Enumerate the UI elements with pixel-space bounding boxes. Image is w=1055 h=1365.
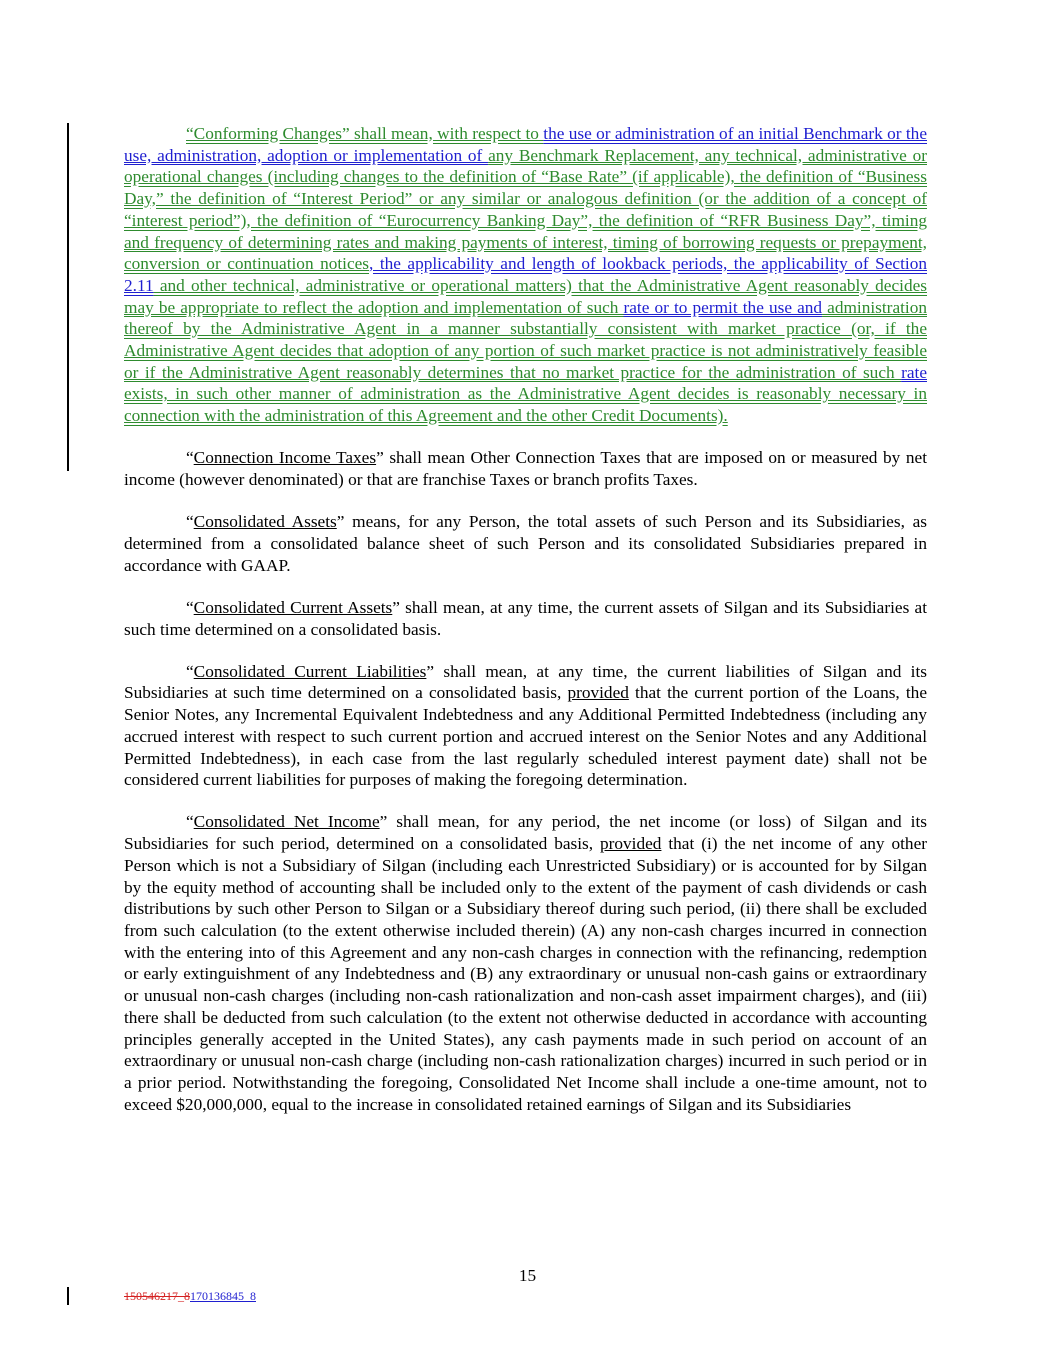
p1-s6: rate or to permit the use and	[623, 297, 823, 317]
p5-provided: provided	[567, 683, 629, 703]
change-bar-footer	[67, 1287, 69, 1305]
p1-s8: rate	[901, 362, 927, 382]
p3-term: Consolidated Assets	[193, 512, 337, 532]
definition-consolidated-current-assets	[124, 597, 927, 640]
p3-open-quote: “	[186, 512, 194, 532]
p2-term: Connection Income Taxes	[193, 448, 377, 468]
p5-mid: ” shall mean, at any time, the current liabilities of Silgan and its Subsidiaries at such time determined on a consolidated basis,	[124, 661, 927, 703]
definition-consolidated-net-income	[124, 811, 927, 1115]
definition-consolidated-current-liabilities	[124, 661, 927, 791]
change-bar-top	[67, 123, 69, 471]
p2-rest: ” shall mean Other Connection Taxes that are imposed on or measured by net income (however denominated) or that are franchise Taxes or branch profits Taxes.	[124, 448, 928, 490]
p5-term: Consolidated Current Liabilities	[193, 661, 427, 681]
p6-mid: ” shall mean, for any period, the net income (or loss) of Silgan and its Subsidiaries for such period, determined on a consolidated basis,	[124, 812, 927, 854]
p6-provided: provided	[600, 834, 662, 854]
docid-deleted: 150546217_8	[124, 1289, 190, 1303]
p5-open-quote: “	[186, 661, 194, 681]
p1-s3: any Benchmark Replacement, any technical, administrative or operational changes (including changes to the definition of “Base Rate” (if applicable), the definition of “Business Day,” the definition of “Interest Period” or any similar or analogous definition (or the addition of a concept of “interest period”), the definition of “Eurocurrency Banking Day”, the definition of “RFR Business Day”, timing and frequency of determining rates and making payments of interest, timing of borrowing requests or prepayment, conversion or continuation notices	[124, 145, 927, 274]
p4-term: Consolidated Current Assets	[193, 597, 393, 617]
docid-inserted: 170136845_8	[190, 1289, 256, 1303]
definition-conforming-changes	[124, 123, 927, 427]
p3-rest: ” means, for any Person, the total assets of such Person and its Subsidiaries, as determined from a consolidated balance sheet of such Person and its consolidated Subsidiaries prepared in accordance with GAAP.	[124, 512, 927, 575]
definition-consolidated-assets	[124, 511, 927, 576]
page-number: 15	[518, 1266, 537, 1285]
definition-connection-income-taxes	[124, 447, 927, 490]
p1-s4: , the applicability and length of lookback periods, the applicability of Section 2.11	[124, 254, 927, 295]
p6-open-quote: “	[186, 812, 194, 832]
p1-s7: administration thereof by the Administrative Agent in a manner substantially consistent with market practice (or, if the Administrative Agent decides that adoption of any portion of such market practice is not administratively feasible or if the Administrative Agent reasonably determines that no market practice for the administration of such	[124, 297, 927, 382]
document-id	[124, 1289, 256, 1304]
p1-s5: and other technical, administrative or operational matters) that the Administrative Agent reasonably decides may be appropriate to reflect the adoption and implementation of such	[124, 275, 927, 317]
p1-s9: exists, in such other manner of administration as the Administrative Agent decides is reasonably necessary in connection with the administration of this Agreement and the other Credit Documents).	[124, 384, 927, 426]
document-page	[124, 123, 927, 1136]
p1-s1: “Conforming Changes” shall mean, with respect to	[186, 124, 544, 143]
p6-rest: that (i) the net income of any other Person which is not a Subsidiary of Silgan (including each Unrestricted Subsidiary) or is accounted for by Silgan by the equity method of accounting shall be included only to the extent of the payment of cash dividends or cash distributions by such other Person to Silgan or a Subsidiary thereof during such period, (ii) there shall be excluded from such calculation (to the extent otherwise included therein) (A) any non-cash charges incurred in connection with the entering into of this Agreement and any non-cash charges in connection with the refinancing, redemption or early extinguishment of any Indebtedness and (B) any extraordinary or unusual non-cash gains or extraordinary or unusual non-cash charges (including non-cash rationalization and non-cash asset impairment charges), and (iii) there shall be deducted from such calculation (to the extent not otherwise deducted in accordance with accounting principles generally accepted in the United States), any cash payments made in such period on account of an extraordinary or unusual non-cash charge (including non-cash rationalization charges) incurred in such period or in a prior period. Notwithstanding the foregoing, Consolidated Net Income shall include a one-time amount, not to exceed $20,000,000, equal to the increase in consolidated retained earnings of Silgan and its Subsidiaries	[124, 834, 927, 1114]
p4-open-quote: “	[186, 597, 194, 617]
p6-term: Consolidated Net Income	[193, 812, 380, 832]
p1-s2: the use or administration of an initial Benchmark or the use, administration, adoption or implementation of	[124, 124, 927, 165]
p4-rest: ” shall mean, at any time, the current assets of Silgan and its Subsidiaries at such time determined on a consolidated basis.	[124, 597, 927, 639]
p2-open-quote: “	[186, 448, 194, 468]
p5-rest: that the current portion of the Loans, the Senior Notes, any Incremental Equivalent Indebtedness and any Additional Permitted Indebtedness (including any accrued interest with respect to such current portion and accrued interest on the Senior Notes and any Additional Permitted Indebtedness), in each case from the last regularly scheduled interest payment date) shall not be considered current liabilities for purposes of making the foregoing determination.	[124, 683, 927, 790]
